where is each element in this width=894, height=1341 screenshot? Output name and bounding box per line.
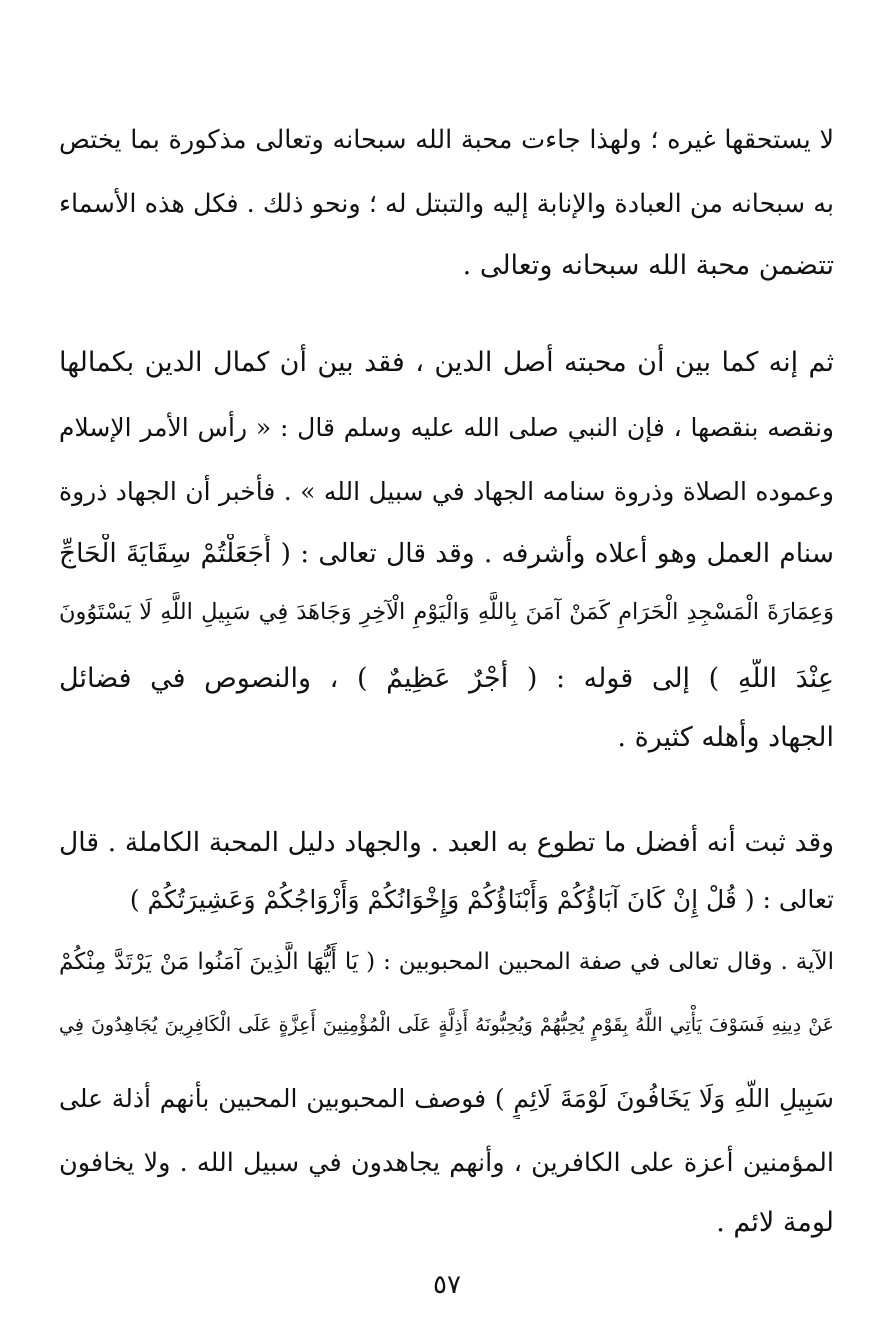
paragraph-3-line-6: المؤمنين أعزة على الكافرين ، وأنهم يجاهدون في سبيل الله . ولا يخافون — [59, 1148, 834, 1178]
paragraph-3-line-1: وقد ثبت أنه أفضل ما تطوع به العبد . والجهاد دليل المحبة الكاملة . قال — [59, 827, 834, 858]
paragraph-2-line-3: وعموده الصلاة وذروة سنامه الجهاد في سبيل الله » . فأخبر أن الجهاد ذروة — [59, 477, 834, 506]
page-number: ٥٧ — [433, 1270, 461, 1300]
paragraph-2-line-2: ونقصه بنقصها ، فإن النبي صلى الله عليه وسلم قال : « رأس الأمر الإسلام — [59, 413, 834, 442]
paragraph-3-line-4: عَنْ دِينِهِ فَسَوْفَ يَأْتِي اللَّهُ بِقَوْمٍ يُحِبُّهُمْ وَيُحِبُّونَهُ أَذِلَّةٍ عَلَى الْمُؤْمِنِينَ أَعِزَّةٍ عَلَى الْكَافِرِينَ يُجَاهِدُونَ فِي — [59, 1014, 834, 1036]
paragraph-2-line-6: عِنْدَ اللَّهِ ) إلى قوله : ( أَجْرٌ عَظِيمٌ ) ، والنصوص في فضائل — [59, 663, 834, 694]
paragraph-3-line-7: لومة لائم . — [716, 1207, 834, 1238]
paragraph-3-line-3: الآية . وقال تعالى في صفة المحبين المحبوبين : ( يَا أَيُّهَا الَّذِينَ آمَنُوا مَنْ يَرْتَدَّ مِنْكُمْ — [59, 949, 834, 975]
paragraph-2-line-4: سنام العمل وهو أعلاه وأشرفه . وقد قال تعالى : ( أَجَعَلْتُمْ سِقَايَةَ الْحَاجِّ — [59, 538, 834, 569]
paragraph-2-line-1: ثم إنه كما بين أن محبته أصل الدين ، فقد بين أن كمال الدين بكمالها — [59, 347, 834, 378]
paragraph-2-line-7: الجهاد وأهله كثيرة . — [617, 722, 834, 753]
paragraph-1-line-1: لا يستحقها غيره ؛ ولهذا جاءت محبة الله سبحانه وتعالى مذكورة بما يختص — [59, 125, 834, 155]
paragraph-2-line-5: وَعِمَارَةَ الْمَسْجِدِ الْحَرَامِ كَمَنْ آمَنَ بِاللَّهِ وَالْيَوْمِ الْآخِرِ وَجَاهَدَ فِي سَبِيلِ اللَّهِ لَا يَسْتَوُونَ — [59, 599, 834, 625]
paragraph-1-line-3: تتضمن محبة الله سبحانه وتعالى . — [462, 250, 834, 281]
paragraph-1-line-2: به سبحانه من العبادة والإنابة إليه والتبتل له ؛ ونحو ذلك . فكل هذه الأسماء — [59, 189, 834, 219]
paragraph-3-line-5: سَبِيلِ اللَّهِ وَلَا يَخَافُونَ لَوْمَةَ لَائِمٍ ) فوصف المحبوبين المحبين بأنهم أذلة على — [59, 1084, 834, 1113]
paragraph-3-line-2: تعالى : ( قُلْ إِنْ كَانَ آبَاؤُكُمْ وَأَبْنَاؤُكُمْ وَإِخْوَانُكُمْ وَأَزْوَاجُكُمْ وَعَشِيرَتُكُمْ ) — [129, 885, 834, 914]
